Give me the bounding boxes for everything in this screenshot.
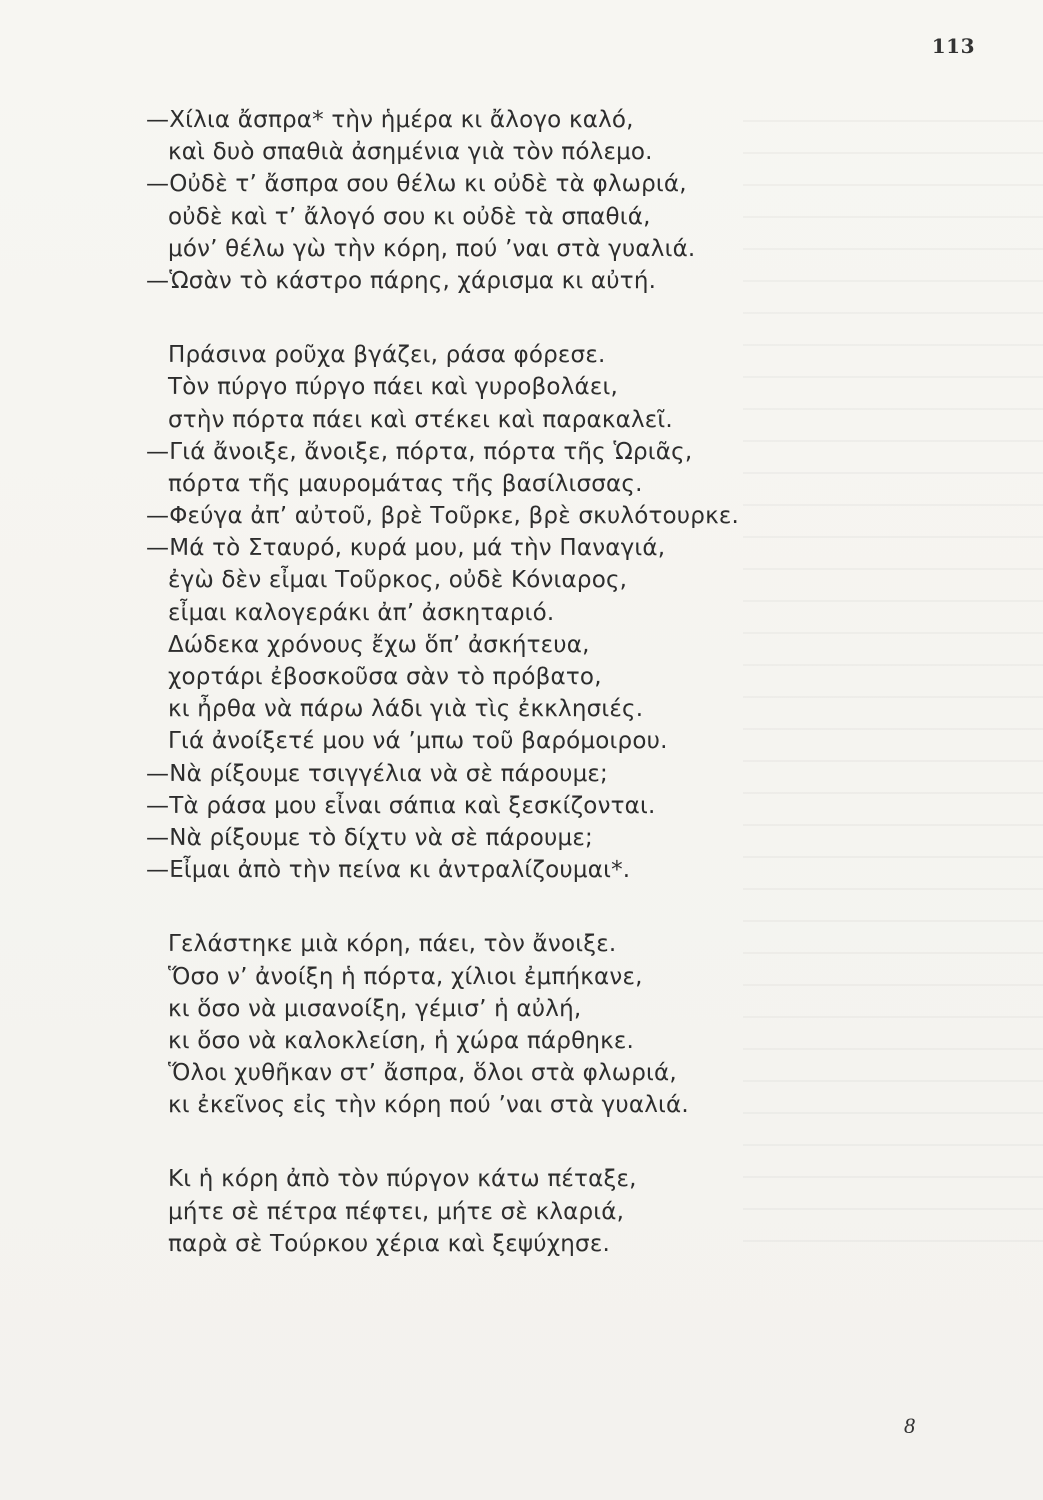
poem-line: πόρτα τῆς μαυρομάτας τῆς βασίλισσας. [168, 470, 643, 497]
poem-line: κι ἐκεῖνος εἰς τὴν κόρη πού ’ναι στὰ γυαλιά. [168, 1092, 689, 1119]
poem-line: κι ὅσο νὰ μισανοίξη, γέμισ’ ἡ αὐλή, [168, 995, 582, 1022]
poem-line: κι ὅσο νὰ καλοκλείση, ἡ χώρα πάρθηκε. [168, 1027, 635, 1054]
poem-line: —Μά τὸ Σταυρό, κυρά μου, μά τὴν Παναγιά, [146, 535, 666, 562]
poem-line: οὐδὲ καὶ τ’ ἄλογό σου κι οὐδὲ τὰ σπαθιά, [168, 203, 651, 230]
poem-line: —Οὐδὲ τ’ ἄσπρα σου θέλω κι οὐδὲ τὰ φλωριά, [146, 171, 687, 198]
poem-line: κι ἦρθα νὰ πάρω λάδι γιὰ τὶς ἐκκλησιές. [168, 696, 644, 723]
stanza [146, 104, 906, 297]
stanza [146, 928, 906, 1121]
poem-line: ἐγὼ δὲν εἶμαι Τοῦρκος, οὐδὲ Κόνιαρος, [168, 567, 628, 594]
poem-line: στὴν πόρτα πάει καὶ στέκει καὶ παρακαλεῖ. [168, 406, 673, 433]
stanza [146, 1163, 906, 1260]
stanza [146, 339, 906, 886]
poem-line: Γιά ἀνοίξετέ μου νά ’μπω τοῦ βαρόμοιρου. [168, 728, 668, 755]
poem-text [146, 104, 906, 1302]
poem-line: παρὰ σὲ Τούρκου χέρια καὶ ξεψύχησε. [168, 1230, 610, 1257]
poem-line: εἶμαι καλογεράκι ἀπ’ ἀσκηταριό. [168, 599, 555, 626]
poem-line: μόν’ θέλω γὼ τὴν κόρη, πού ’ναι στὰ γυαλιά. [168, 235, 696, 262]
poem-line: Πράσινα ροῦχα βγάζει, ράσα φόρεσε. [168, 342, 606, 369]
poem-line: —Χίλια ἄσπρα* τὴν ἡμέρα κι ἄλογο καλό, [146, 107, 634, 133]
poem-line: —Νὰ ρίξουμε τὸ δίχτυ νὰ σὲ πάρουμε; [146, 824, 593, 851]
poem-line: Κι ἡ κόρη ἀπὸ τὸν πύργον κάτω πέταξε, [168, 1166, 637, 1193]
poem-line: Γελάστηκε μιὰ κόρη, πάει, τὸν ἄνοιξε. [168, 931, 617, 958]
poem-line: Τὸν πύργο πύργο πάει καὶ γυροβολάει, [168, 374, 618, 401]
poem-line: μήτε σὲ πέτρα πέφτει, μήτε σὲ κλαριά, [168, 1198, 625, 1225]
poem-line: χορτάρι ἐβοσκοῦσα σὰν τὸ πρόβατο, [168, 664, 602, 690]
signature-mark: 8 [904, 1413, 915, 1438]
poem-line: —Φεύγα ἀπ’ αὐτοῦ, βρὲ Τοῦρκε, βρὲ σκυλότουρκε. [146, 503, 740, 530]
poem-line: Δώδεκα χρόνους ἔχω ὅπ’ ἀσκήτευα, [168, 631, 590, 658]
page-number: 113 [931, 34, 975, 58]
poem-line: —Τὰ ράσα μου εἶναι σάπια καὶ ξεσκίζονται. [146, 792, 656, 819]
poem-line: Ὅσο ν’ ἀνοίξη ἡ πόρτα, χίλιοι ἐμπήκανε, [168, 963, 643, 990]
poem-line: —Ὡσὰν τὸ κάστρο πάρης, χάρισμα κι αὐτή. [146, 267, 657, 294]
poem-line: Ὅλοι χυθῆκαν στ’ ἄσπρα, ὅλοι στὰ φλωριά, [168, 1060, 677, 1087]
poem-line: —Εἶμαι ἀπὸ τὴν πείνα κι ἀντραλίζουμαι*. [146, 857, 631, 884]
poem-line: —Νὰ ρίξουμε τσιγγέλια νὰ σὲ πάρουμε; [146, 760, 609, 787]
poem-line: καὶ δυὸ σπαθιὰ ἀσημένια γιὰ τὸν πόλεμο. [168, 139, 653, 166]
poem-line: —Γιά ἄνοιξε, ἄνοιξε, πόρτα, πόρτα τῆς Ὡριᾶς, [146, 438, 693, 465]
